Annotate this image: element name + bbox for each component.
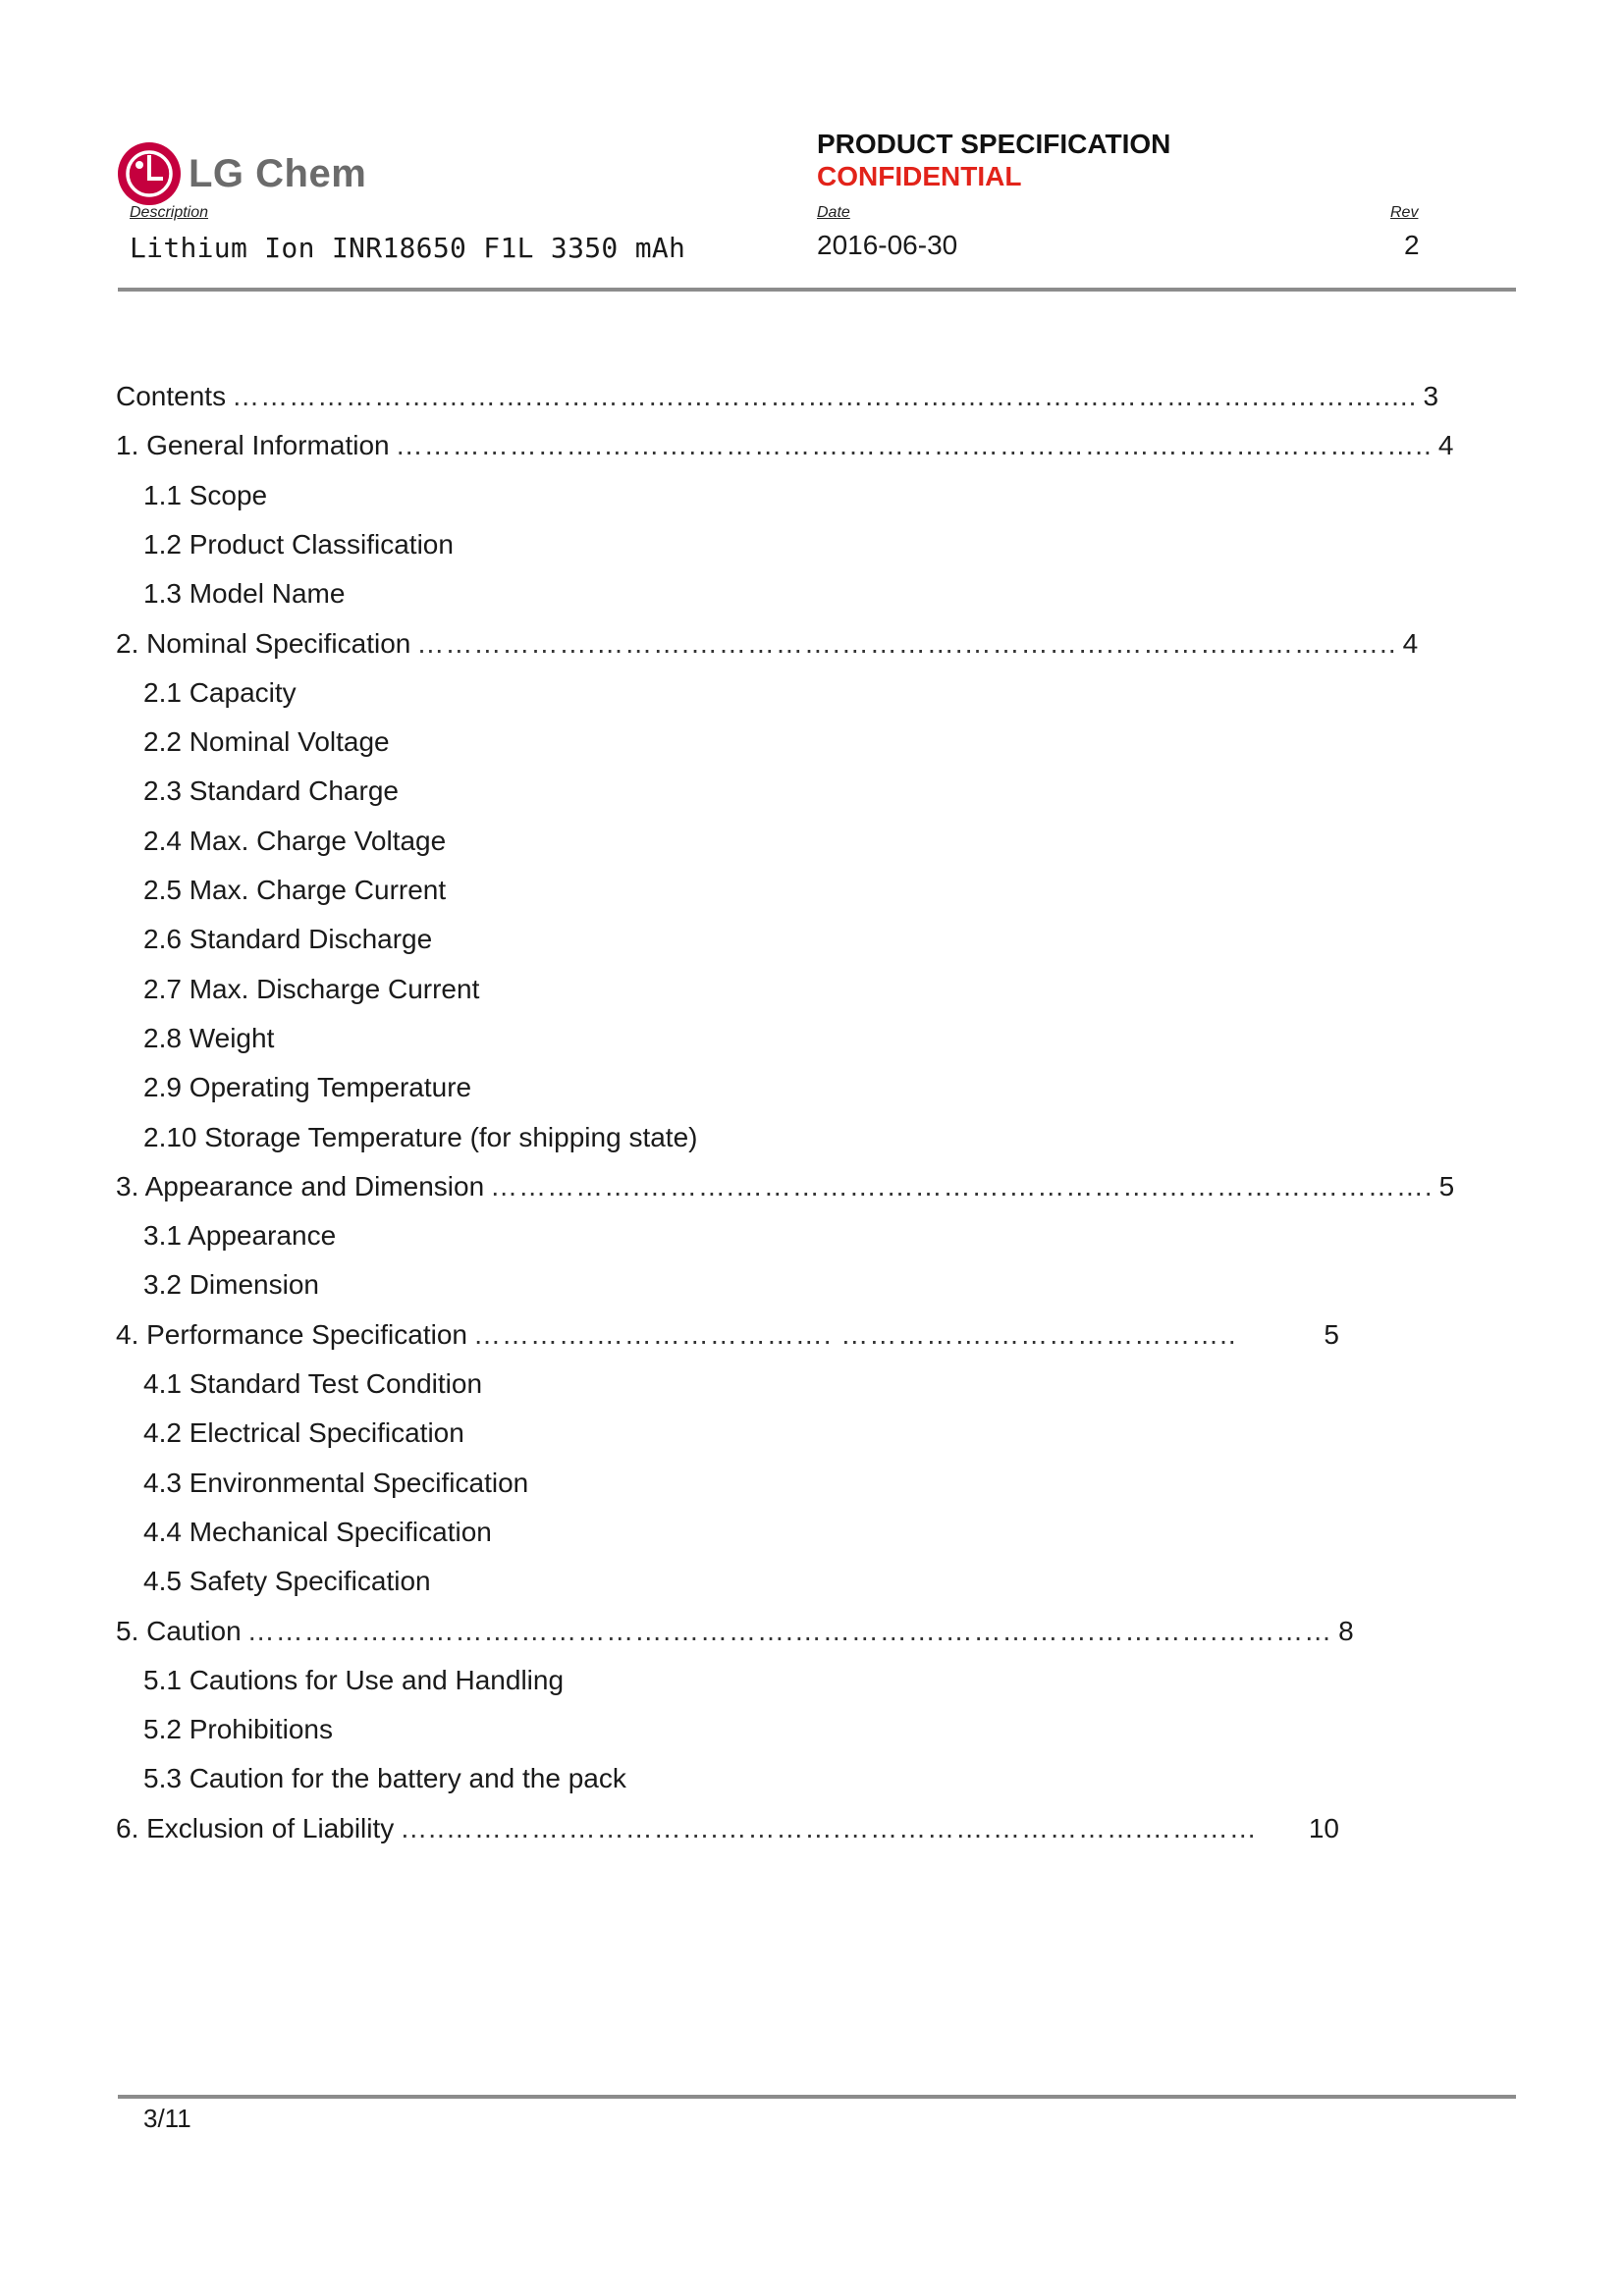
toc-entry-label: 3.1 Appearance [143, 1220, 337, 1251]
toc-entry-label: 1.1 Scope [143, 480, 268, 510]
toc-entry[interactable] [116, 1811, 1339, 1846]
toc-subentry[interactable] [143, 1070, 471, 1105]
toc-entry-label: 1.2 Product Classification [143, 529, 454, 560]
toc-entry-label: 5.2 Prohibitions [143, 1714, 334, 1744]
description-value: Lithium Ion INR18650 F1L 3350 mAh [130, 232, 686, 264]
toc-entry-label: 3. Appearance and Dimension [116, 1171, 485, 1201]
rev-label: Rev [1390, 204, 1419, 221]
toc-subentry[interactable] [143, 1663, 564, 1698]
toc-leader-dots: …………….……….…………….………….…………….…………….…………. [490, 1171, 1434, 1201]
toc-subentry[interactable] [143, 724, 390, 760]
toc-subentry[interactable] [143, 1120, 697, 1155]
logo-text: LG Chem [189, 151, 367, 195]
toc-entry-label: 4.1 Standard Test Condition [143, 1368, 483, 1399]
toc-subentry[interactable] [143, 1466, 528, 1501]
toc-subentry[interactable] [143, 1515, 492, 1550]
toc-subentry[interactable] [143, 824, 446, 859]
page-number: 3/11 [143, 2104, 191, 2133]
toc-entry[interactable] [116, 428, 1454, 463]
toc-page-number: 10 [1308, 1813, 1339, 1843]
toc-entry-label: 4.4 Mechanical Specification [143, 1517, 492, 1547]
rev-value: 2 [1404, 230, 1420, 260]
toc-entry-label: 2.4 Max. Charge Voltage [143, 826, 447, 856]
lg-face-icon [117, 141, 182, 206]
toc-entry-label: 2.8 Weight [143, 1023, 275, 1053]
toc-subentry[interactable] [143, 478, 267, 513]
toc-entry-label: 2.2 Nominal Voltage [143, 726, 390, 757]
toc-page-number: 3 [1423, 381, 1439, 411]
toc-leader-dots: ……………….……….…………….………….…………….…………….………….………… [246, 1616, 1333, 1646]
toc-entry-label: 1. General Information [116, 430, 390, 460]
toc-entry[interactable] [116, 626, 1419, 662]
toc-entry-label: 1.3 Model Name [143, 578, 346, 609]
toc-subentry[interactable] [143, 922, 432, 957]
toc-entry-label: 2.7 Max. Discharge Current [143, 974, 480, 1004]
toc-subentry[interactable] [143, 1564, 431, 1599]
toc-leader-dots: ………….……………………. …………….…………………….. [472, 1319, 1237, 1350]
toc-entry-label: 4.3 Environmental Specification [143, 1468, 529, 1498]
toc-entry-label: 5. Caution [116, 1616, 242, 1646]
toc-entry[interactable] [116, 1614, 1354, 1649]
footer-divider [118, 2095, 1516, 2099]
toc-subentry[interactable] [143, 1415, 464, 1451]
toc-page-number: 5 [1324, 1319, 1339, 1350]
toc-page-number: 4 [1402, 628, 1419, 659]
toc-entry-label: 2.5 Max. Charge Current [143, 875, 447, 905]
toc-subentry[interactable] [143, 1267, 319, 1303]
toc-subentry[interactable] [143, 576, 345, 612]
spec-title: PRODUCT SPECIFICATION [817, 129, 1171, 159]
toc-entry-label: Contents [116, 381, 227, 411]
toc-page-number: 5 [1438, 1171, 1455, 1201]
date-label: Date [817, 204, 850, 221]
toc-entry[interactable] [116, 1317, 1339, 1353]
header-divider [118, 288, 1516, 292]
toc-entry-label: 3.2 Dimension [143, 1269, 319, 1300]
toc-entry-label: 2.1 Capacity [143, 677, 297, 708]
toc-entry-label: 4. Performance Specification [116, 1319, 467, 1350]
toc-leader-dots: ………………….……….…………….………….…………….…………….…………….…………..... [232, 381, 1418, 411]
description-label: Description [130, 204, 209, 221]
toc-entry-label: 6. Exclusion of Liability [116, 1813, 395, 1843]
toc-subentry[interactable] [143, 527, 454, 562]
toc-subentry[interactable] [143, 774, 399, 809]
date-value: 2016-06-30 [817, 230, 958, 260]
toc-entry-label: 2. Nominal Specification [116, 628, 411, 659]
toc-subentry[interactable] [143, 1021, 274, 1056]
toc-entry-label: 5.1 Cautions for Use and Handling [143, 1665, 565, 1695]
toc-entry-label: 5.3 Caution for the battery and the pack [143, 1763, 626, 1793]
toc-subentry[interactable] [143, 972, 479, 1007]
toc-entry-label: 2.6 Standard Discharge [143, 924, 433, 954]
toc-subentry[interactable] [143, 675, 297, 711]
toc-entry[interactable] [116, 1169, 1455, 1204]
toc-leader-dots: …..………….…………….………….…………….…………….………… [400, 1813, 1258, 1843]
toc-page-number: 8 [1338, 1616, 1354, 1646]
toc-subentry[interactable] [143, 1761, 626, 1796]
lg-chem-logo [117, 140, 366, 207]
toc-leader-dots: ………………….……….…………….………….…………….…………….…………….. [395, 430, 1433, 460]
toc-entry[interactable] [116, 379, 1439, 414]
toc-subentry[interactable] [143, 1712, 333, 1747]
toc-entry-label: 2.3 Standard Charge [143, 775, 399, 806]
toc-leader-dots: ……………….……….…………….………….…………….…………….………….. [416, 628, 1397, 659]
toc-subentry[interactable] [143, 1218, 336, 1254]
toc-entry-label: 2.9 Operating Temperature [143, 1072, 472, 1102]
toc-entry-label: 2.10 Storage Temperature (for shipping state) [143, 1122, 698, 1152]
confidential-label: CONFIDENTIAL [817, 161, 1022, 191]
toc-entry-label: 4.5 Safety Specification [143, 1566, 431, 1596]
toc-entry-label: 4.2 Electrical Specification [143, 1417, 464, 1448]
toc-subentry[interactable] [143, 873, 446, 908]
toc-subentry[interactable] [143, 1366, 482, 1402]
toc-page-number: 4 [1437, 430, 1454, 460]
